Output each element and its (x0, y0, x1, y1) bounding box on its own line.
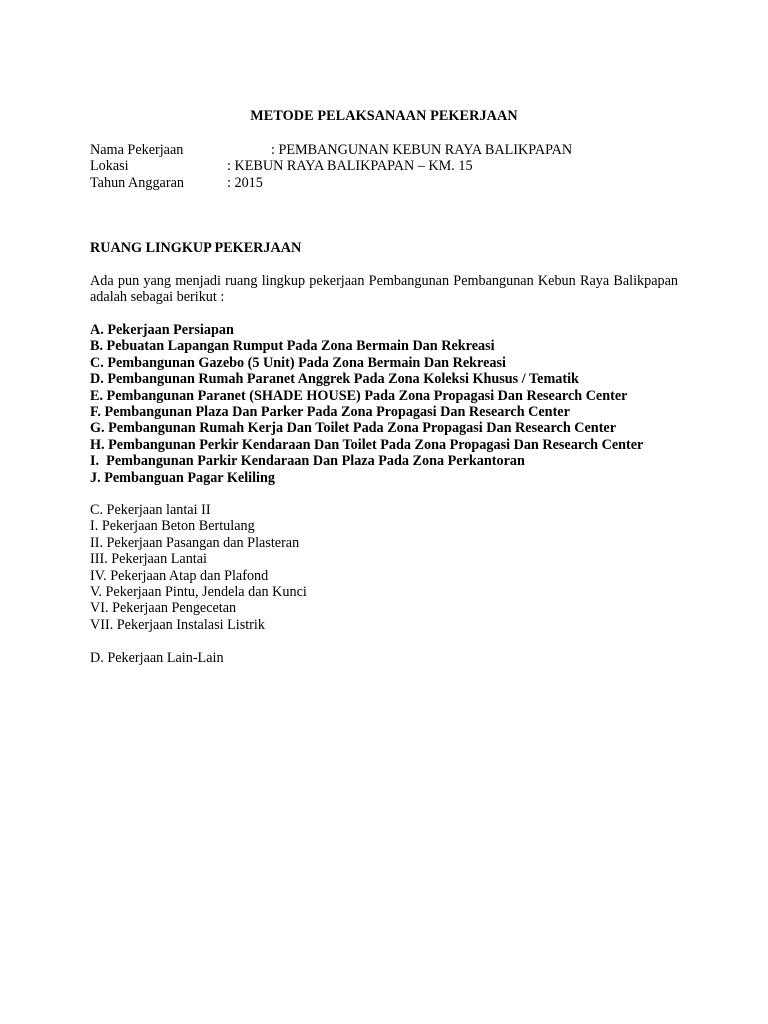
scope-item: C. Pembangunan Gazebo (5 Unit) Pada Zona Bermain Dan Rekreasi (90, 354, 506, 371)
project-info (90, 142, 678, 191)
document-title: METODE PELAKSANAAN PEKERJAAN (250, 108, 518, 124)
sub-item: III. Pekerjaan Lantai (90, 551, 207, 568)
location-value: : KEBUN RAYA BALIKPAPAN – KM. 15 (227, 158, 473, 175)
intro-line-2: adalah sebagai berikut : (90, 289, 225, 306)
scope-item: E. Pembangunan Paranet (SHADE HOUSE) Pada Zona Propagasi Dan Research Center (90, 387, 628, 404)
intro-line-1: Ada pun yang menjadi ruang lingkup pekerjaan Pembangunan Pembangunan Kebun Raya Balikpapan (90, 273, 678, 289)
location-label: Lokasi (90, 158, 129, 175)
scope-item: G. Pembangunan Rumah Kerja Dan Toilet Pada Zona Propagasi Dan Research Center (90, 420, 617, 437)
scope-item: D. Pembangunan Rumah Paranet Anggrek Pada Zona Koleksi Khusus / Tematik (90, 371, 579, 388)
sub-item: II. Pekerjaan Pasangan dan Plasteran (90, 534, 300, 551)
project-name-label: Nama Pekerjaan (90, 142, 184, 158)
budget-year-value: : 2015 (227, 174, 263, 191)
sub-item: I. Pekerjaan Beton Bertulang (90, 518, 255, 535)
sub-item: VI. Pekerjaan Pengecetan (90, 600, 237, 617)
budget-year-row (90, 175, 678, 191)
budget-year-label: Tahun Anggaran (90, 174, 184, 191)
scope-item: H. Pembangunan Perkir Kendaraan Dan Toilet Pada Zona Propagasi Dan Research Center (90, 436, 644, 453)
scope-item: B. Pebuatan Lapangan Rumput Pada Zona Bermain Dan Rekreasi (90, 338, 495, 355)
location-row (90, 158, 678, 174)
intro-paragraph (90, 273, 678, 306)
other-work-item: D. Pekerjaan Lain-Lain (90, 650, 224, 666)
sub-item: C. Pekerjaan lantai II (90, 502, 211, 518)
scope-item: J. Pembanguan Pagar Keliling (90, 469, 275, 486)
sub-item: V. Pekerjaan Pintu, Jendela dan Kunci (90, 583, 307, 600)
scope-heading: RUANG LINGKUP PEKERJAAN (90, 240, 302, 256)
sub-item: IV. Pekerjaan Atap dan Plafond (90, 567, 269, 584)
sub-item: VII. Pekerjaan Instalasi Listrik (90, 616, 265, 633)
scope-item: F. Pembangunan Plaza Dan Parker Pada Zona Propagasi Dan Research Center (90, 403, 570, 420)
project-name-value: : PEMBANGUNAN KEBUN RAYA BALIKPAPAN (271, 142, 573, 158)
floor-work-list (90, 502, 307, 633)
project-name-row (90, 142, 678, 158)
document-page (90, 0, 678, 1024)
scope-item: I. Pembangunan Parkir Kendaraan Dan Plaza Pada Zona Perkantoran (90, 453, 525, 470)
scope-list (90, 322, 643, 486)
scope-item: A. Pekerjaan Persiapan (90, 322, 234, 338)
